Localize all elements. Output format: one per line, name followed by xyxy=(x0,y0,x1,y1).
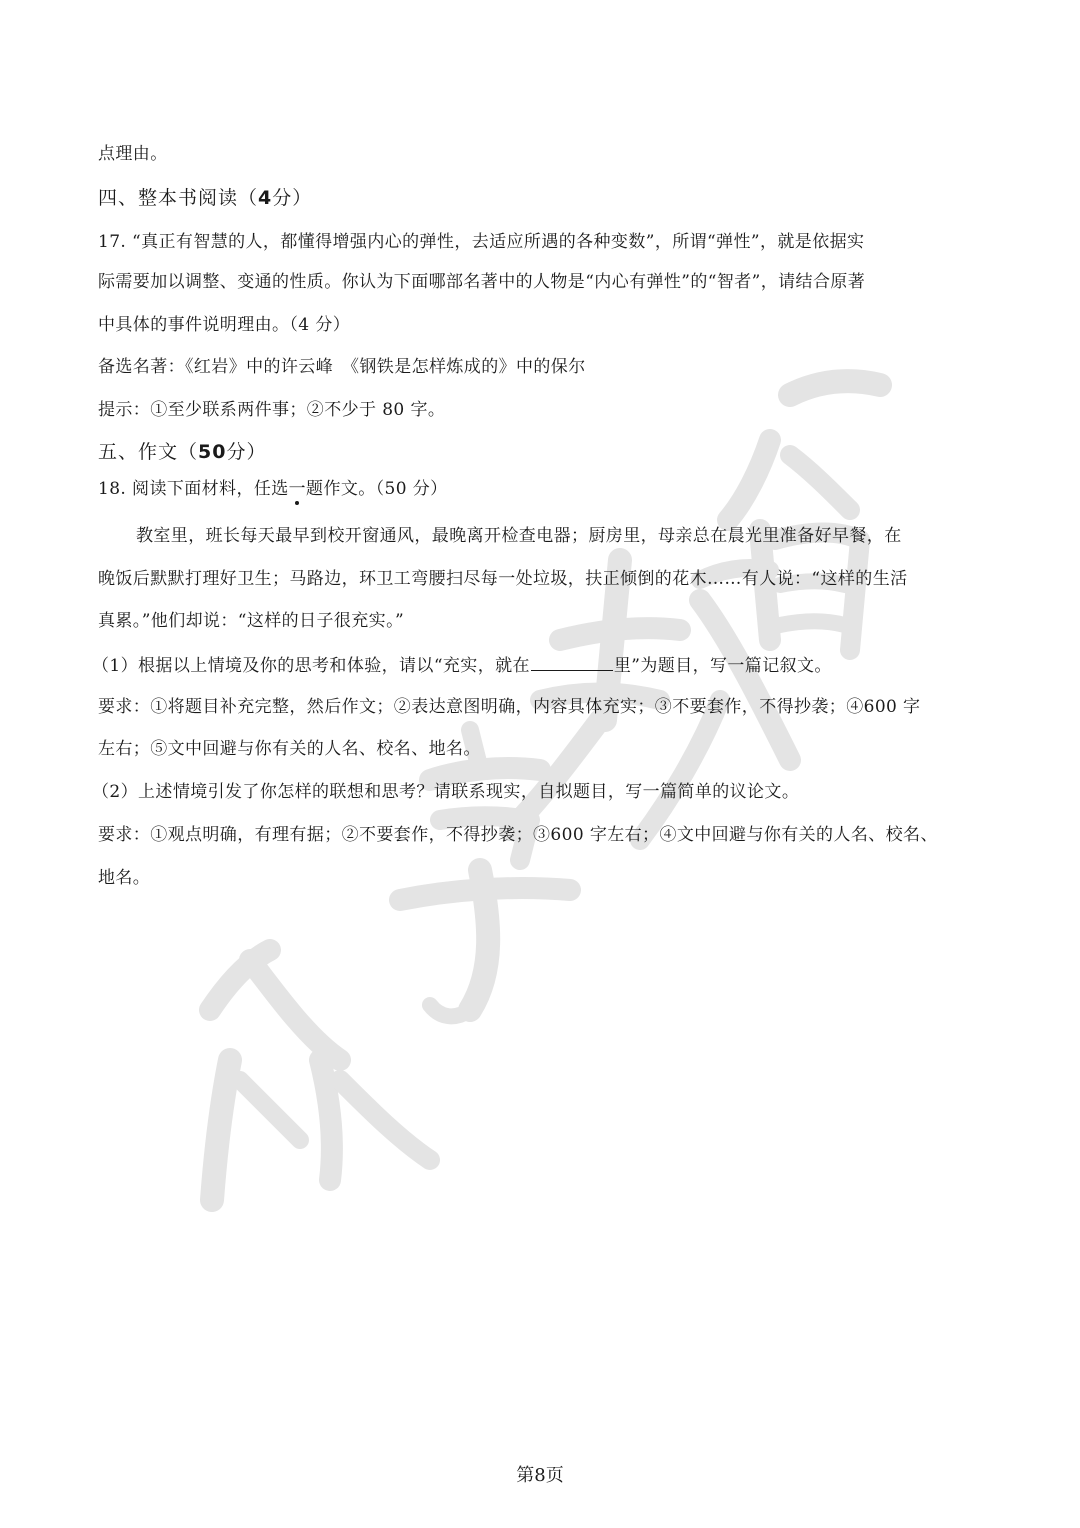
material-line-3: 真累。”他们却说：“这样的日子很充实。” xyxy=(98,611,405,631)
task-1-prompt xyxy=(92,652,832,678)
task-1-requirements-line-1: 要求：①将题目补充完整，然后作文；②表达意图明确，内容具体充实；③不要套作，不得抄袭；④600 字 xyxy=(98,697,921,717)
title-blank xyxy=(531,652,613,671)
question-18-prompt xyxy=(98,477,448,501)
section-4-heading-suffix: 分） xyxy=(272,187,313,209)
section-5-heading-prefix: 五、作文（ xyxy=(98,441,199,463)
section-4-heading-prefix: 四、整本书阅读（ xyxy=(98,187,259,209)
question-18-after: 题作文。（50 分） xyxy=(306,479,448,499)
task-2-prompt: （2）上述情境引发了你怎样的联想和思考？请联系现实，自拟题目，写一篇简单的议论文。 xyxy=(92,782,800,802)
task-1-after: 里”为题目，写一篇记叙文。 xyxy=(613,656,832,676)
question-17-line-2: 际需要加以调整、变通的性质。你认为下面哪部名著中的人物是“内心有弹性”的“智者”，请结合原著 xyxy=(98,272,866,292)
material-line-2: 晚饭后默默打理好卫生；马路边，环卫工弯腰扫尽每一处垃圾，扶正倾倒的花木……有人说：“这样的生活 xyxy=(98,569,908,589)
question-18-emphasis-char: 一 xyxy=(288,479,307,499)
previous-question-tail: 点理由。 xyxy=(98,144,168,164)
task-2-requirements-line-2: 地名。 xyxy=(98,868,151,888)
section-5-score: 50 xyxy=(198,441,227,463)
section-4-heading xyxy=(98,186,312,210)
section-5-heading xyxy=(98,440,266,464)
task-1-before: （1）根据以上情境及你的思考和体验，请以“充实，就在 xyxy=(92,656,530,676)
question-18-before: 18. 阅读下面材料，任选 xyxy=(98,479,289,499)
question-17-line-1: 17. “真正有智慧的人，都懂得增强内心的弹性，去适应所遇的各种变数”，所谓“弹性”，就是依据实 xyxy=(98,232,865,252)
page-number: 第8页 xyxy=(516,1465,564,1486)
question-17-options: 备选名著：《红岩》中的许云峰 《钢铁是怎样炼成的》中的保尔 xyxy=(98,357,586,377)
question-17-hint: 提示：①至少联系两件事；②不少于 80 字。 xyxy=(98,400,446,420)
task-2-requirements-line-1: 要求：①观点明确，有理有据；②不要套作，不得抄袭；③600 字左右；④文中回避与你有关的人名、校名、 xyxy=(98,825,938,845)
question-17-line-3: 中具体的事件说明理由。（4 分） xyxy=(98,315,351,335)
section-4-score: 4 xyxy=(258,187,273,209)
material-line-1: 教室里，班长每天最早到校开窗通风，最晚离开检查电器；厨房里，母亲总在晨光里准备好早餐，在 xyxy=(136,526,902,546)
section-5-heading-suffix: 分） xyxy=(226,441,267,463)
task-1-requirements-line-2: 左右；⑤文中回避与你有关的人名、校名、地名。 xyxy=(98,739,481,759)
